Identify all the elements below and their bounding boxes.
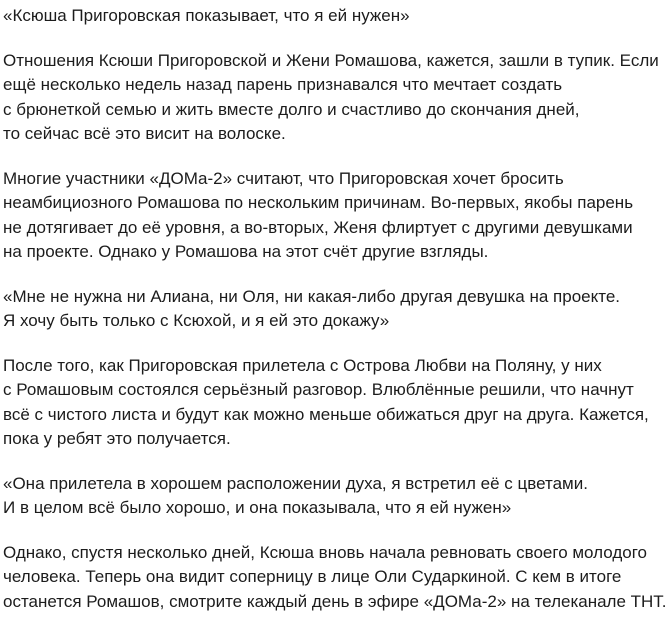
article-title [3,0,667,29]
paragraph-line: то сейчас всё это висит на волоске. [3,124,286,143]
quote-line: И в целом всё было хорошо, и она показывала, что я ей нужен» [3,498,512,517]
paragraph-line: останется Ромашов, смотрите каждый день в эфире «ДОМа-2» на телеканале ТНТ. [3,591,667,611]
quote-line: «Она прилетела в хорошем расположении духа, я встретил её с цветами. [3,473,588,493]
paragraph-line: всё с чистого листа и будут как можно меньше обижаться друг на друга. Кажется, [3,404,649,424]
article [3,0,667,634]
paragraph-line: с Ромашовым состоялся серьёзный разговор. Влюблённые решили, что начнут [3,380,634,399]
paragraph-opinions [3,167,667,265]
paragraph-conclusion [3,541,667,615]
paragraph-intro [3,49,667,147]
paragraph-line: Отношения Ксюши Пригоровской и Жени Ромашова, кажется, зашли в тупик. Если [3,50,659,70]
quote-paragraph-1 [3,285,667,334]
paragraph-line: не дотягивает до её уровня, а во-вторых, Женя флиртует с другими девушками [3,217,633,237]
paragraph-line: на проекте. Однако у Ромашова на этот счёт другие взгляды. [3,242,489,261]
quote-line: «Мне не нужна ни Алиана, ни Оля, ни какая-либо другая девушка на проекте. [3,286,621,306]
paragraph-line: Многие участники «ДОМа-2» считают, что Пригоровская хочет бросить [3,168,564,188]
quote-paragraph-2 [3,472,667,521]
paragraph-conversation [3,354,667,452]
quote-line: Я хочу быть только с Ксюхой, и я ей это докажу» [3,311,390,330]
paragraph-line: Однако, спустя несколько дней, Ксюша вновь начала ревновать своего молодого [3,542,647,562]
paragraph-line: После того, как Пригоровская прилетела с Острова Любви на Поляну, у них [3,355,602,375]
paragraph-line: пока у ребят это получается. [3,429,231,448]
paragraph-line: с брюнеткой семью и жить вместе долго и счастливо до скончания дней, [3,99,580,119]
paragraph-line: ещё несколько недель назад парень признавался что мечтает создать [3,75,563,94]
paragraph-line: неамбициозного Ромашова по нескольким причинам. Во-первых, якобы парень [3,193,634,212]
title-text: «Ксюша Пригоровская показывает, что я ей нужен» [3,6,410,25]
paragraph-line: человека. Теперь она видит соперницу в лице Оли Сударкиной. С кем в итоге [3,567,622,586]
